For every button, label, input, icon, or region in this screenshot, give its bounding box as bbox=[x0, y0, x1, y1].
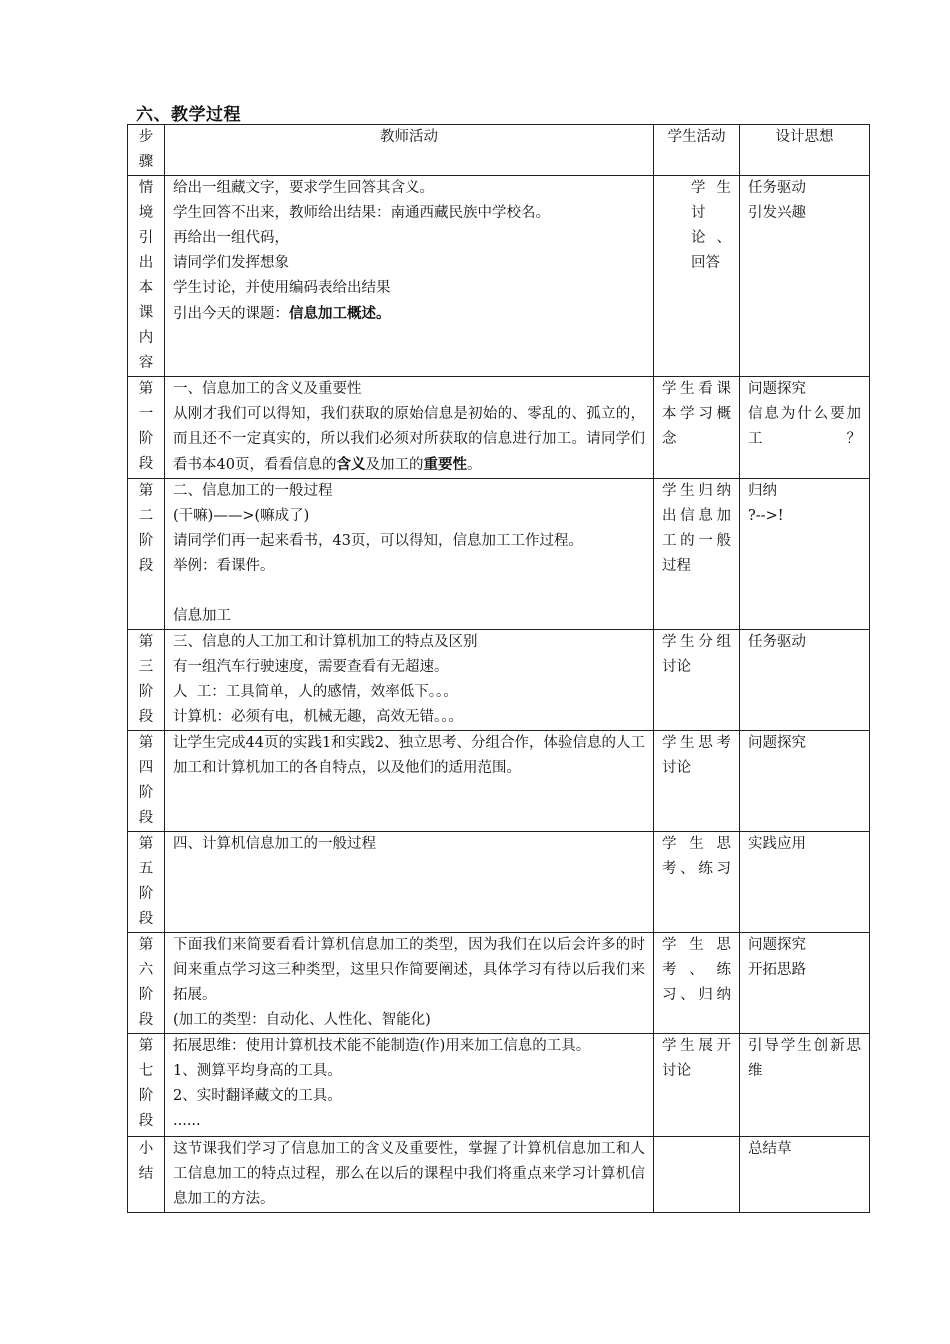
header-teacher: 教师活动 bbox=[165, 125, 654, 176]
design-cell: 任务驱动 bbox=[740, 630, 870, 731]
student-cell: 学生思考讨论 bbox=[654, 731, 740, 832]
teacher-line: 请同学们发挥想象 bbox=[173, 255, 289, 271]
lesson-topic: 信息加工概述。 bbox=[289, 305, 391, 322]
design-cell: 问题探究 bbox=[740, 731, 870, 832]
step-cell: 小结 bbox=[128, 1137, 165, 1213]
header-step: 步骤 bbox=[128, 125, 165, 176]
header-design: 设计思想 bbox=[740, 125, 870, 176]
table-row bbox=[128, 1137, 870, 1213]
teacher-cell: 四、计算机信息加工的一般过程 bbox=[165, 832, 654, 933]
step-cell: 第一阶段 bbox=[128, 377, 165, 479]
step-cell: 第五阶段 bbox=[128, 832, 165, 933]
teacher-cell bbox=[165, 1137, 654, 1213]
teacher-paragraph: 下面我们来简要看看计算机信息加工的类型，因为我们在以后会许多的时间来重点学习这三种类型，这里只作简要阐述，具体学习有待以后我们来拓展。 bbox=[173, 937, 645, 1003]
step-cell: 第七阶段 bbox=[128, 1034, 165, 1137]
teacher-cell: 拓展思维：使用计算机技术能不能制造(作)用来加工信息的工具。 1、测算平均身高的工具。 2、实时翻译藏文的工具。 ...... bbox=[165, 1034, 654, 1137]
design-cell: 总结草 bbox=[740, 1137, 870, 1213]
table-body bbox=[128, 176, 870, 1213]
teacher-line: 再给出一组代码， bbox=[173, 230, 289, 246]
step-cell: 第三阶段 bbox=[128, 630, 165, 731]
teaching-process-table bbox=[127, 124, 870, 1213]
teacher-line: 学生讨论，并使用编码表给出结果 bbox=[173, 280, 391, 296]
teacher-paragraph: 从刚才我们可以得知，我们获取的原始信息是初始的、零乱的、孤立的，而且还不一定真实的，所以我们必须对所获取的信息进行加工。请同学们看书本40页，看看信息的含义及加工的重要性。 bbox=[173, 406, 645, 473]
design-cell: 归纳 ?-->! bbox=[740, 479, 870, 630]
design-cell: 问题探究 信息为什么要加工？ bbox=[740, 377, 870, 479]
student-cell: 学生讨论、回答 bbox=[654, 176, 740, 377]
section-heading: 六、教学过程 bbox=[136, 105, 241, 125]
student-cell: 学生归纳出信息加工的一般过程 bbox=[654, 479, 740, 630]
design-cell: 问题探究 开拓思路 bbox=[740, 933, 870, 1034]
design-cell: 任务驱动 引发兴趣 bbox=[740, 176, 870, 377]
teacher-cell bbox=[165, 731, 654, 832]
student-cell bbox=[654, 1137, 740, 1213]
student-cell: 学生思考、练习 bbox=[654, 832, 740, 933]
teacher-paragraph: 让学生完成44页的实践1和实践2、独立思考、分组合作，体验信息的人工加工和计算机加工的各自特点，以及他们的适用范围。 bbox=[173, 735, 645, 776]
teacher-line: 引出今天的课题：信息加工概述。 bbox=[173, 305, 391, 322]
teacher-line: 学生回答不出来，教师给出结果：南通西藏民族中学校名。 bbox=[173, 205, 550, 221]
step-cell: 第四阶段 bbox=[128, 731, 165, 832]
student-cell: 学生展开讨论 bbox=[654, 1034, 740, 1137]
table-row bbox=[128, 731, 870, 832]
table-row bbox=[128, 479, 870, 630]
student-cell: 学生分组讨论 bbox=[654, 630, 740, 731]
teacher-cell bbox=[165, 176, 654, 377]
teacher-paragraph: 这节课我们学习了信息加工的含义及重要性，掌握了计算机信息加工和人工信息加工的特点过程，那么在以后的课程中我们将重点来学习计算机信息加工的方法。 bbox=[173, 1141, 645, 1207]
table-row bbox=[128, 933, 870, 1034]
teacher-line: 给出一组藏文字，要求学生回答其含义。 bbox=[173, 180, 434, 196]
student-cell: 学生思考、练习、归纳 bbox=[654, 933, 740, 1034]
table-row bbox=[128, 630, 870, 731]
blank-line bbox=[173, 579, 645, 604]
step-cell: 第二阶段 bbox=[128, 479, 165, 630]
design-cell: 实践应用 bbox=[740, 832, 870, 933]
header-student: 学生活动 bbox=[654, 125, 740, 176]
teacher-cell: 一、信息加工的含义及重要性 从刚才我们可以得知，我们获取的原始信息是初始的、零乱的、孤立的，而且还不一定真实的，所以我们必须对所获取的信息进行加工。请同学们看书本40页，看看信息的含义及加工的重要性。 bbox=[165, 377, 654, 479]
student-cell: 学生看课本学习概念 bbox=[654, 377, 740, 479]
teacher-cell: 二、信息加工的一般过程 (干嘛)——>(嘛成了) 请同学们再一起来看书，43页，可以得知，信息加工工作过程。 举例：看课件。 信息加工 bbox=[165, 479, 654, 630]
table-header-row bbox=[128, 125, 870, 176]
table-row bbox=[128, 377, 870, 479]
teacher-cell: 三、信息的人工加工和计算机加工的特点及区别 有一组汽车行驶速度，需要查看有无超速。 人 工：工具简单，人的感情，效率低下。。。 计算机：必须有电，机械无趣，高效无错。。。 bbox=[165, 630, 654, 731]
table-row bbox=[128, 832, 870, 933]
diagram-caption: 信息加工 bbox=[173, 608, 231, 624]
table-row bbox=[128, 1034, 870, 1137]
design-cell: 引导学生创新思维 bbox=[740, 1034, 870, 1137]
teacher-cell: 下面我们来简要看看计算机信息加工的类型，因为我们在以后会许多的时间来重点学习这三种类型，这里只作简要阐述，具体学习有待以后我们来拓展。 (加工的类型：自动化、人性化、智能化) bbox=[165, 933, 654, 1034]
table-row bbox=[128, 176, 870, 377]
step-cell: 情境引出本课内容 bbox=[128, 176, 165, 377]
step-cell: 第六阶段 bbox=[128, 933, 165, 1034]
